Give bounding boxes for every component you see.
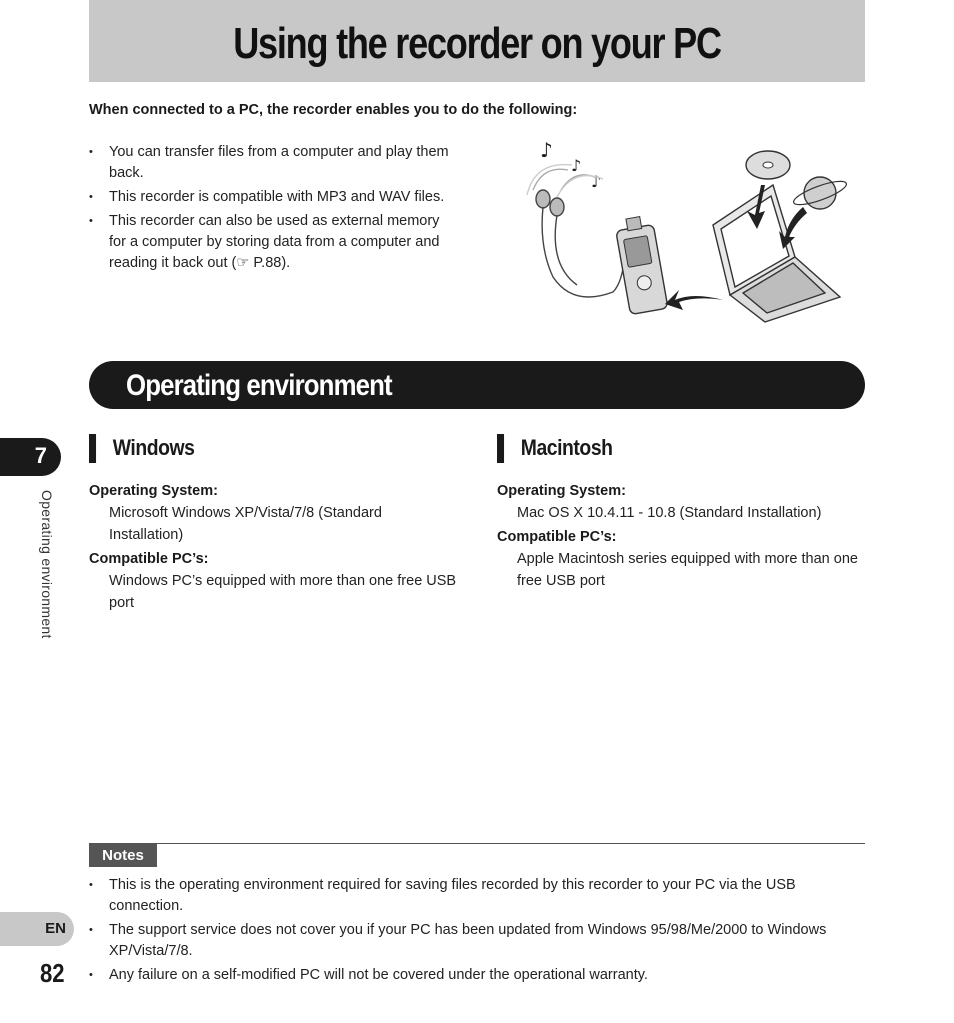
intro-bullet-1: • You can transfer files from a computer and play them back. — [89, 142, 459, 184]
title-bar — [89, 0, 865, 82]
transfer-arrow-icon — [665, 290, 723, 310]
section-title: Operating environment — [126, 369, 392, 402]
intro-bullets — [89, 142, 459, 277]
notes-list — [89, 875, 865, 989]
page-title: Using the recorder on your PC — [233, 19, 721, 68]
macintosh-heading: Macintosh — [497, 434, 823, 462]
windows-os-label: Operating System: — [89, 483, 218, 499]
intro-text: When connected to a PC, the recorder enables you to do the following: — [89, 102, 578, 118]
notes-divider — [89, 843, 865, 844]
note-item-1: • This is the operating environment required for saving files recorded by this recorder to your PC via the USB connection. — [89, 875, 865, 917]
chapter-tab — [0, 438, 61, 476]
windows-column — [89, 434, 459, 616]
windows-os-value: Microsoft Windows XP/Vista/7/8 (Standard Installation) — [109, 505, 382, 543]
mac-pc-value: Apple Macintosh series equipped with more than one free USB port — [517, 551, 858, 589]
intro-bullet-2: • This recorder is compatible with MP3 and WAV files. — [89, 187, 459, 208]
earphones-icon — [527, 165, 625, 297]
svg-text:♪: ♪ — [571, 156, 582, 175]
globe-icon — [779, 177, 849, 249]
windows-pc-value: Windows PC’s equipped with more than one free USB port — [109, 573, 457, 611]
note-item-2: • The support service does not cover you if your PC has been updated from Windows 95/98/Me/2000 to Windows XP/Vista/7/8. — [89, 920, 865, 962]
chapter-number: 7 — [34, 443, 47, 468]
voice-recorder-icon — [616, 217, 668, 315]
chapter-side-label: Operating environment — [39, 490, 55, 639]
intro-bullet-3: • This recorder can also be used as external memory for a computer by storing data from a computer and reading it back out (☞ P.88). — [89, 211, 459, 274]
language-label: EN — [45, 920, 66, 937]
svg-text:♪: ♪ — [591, 172, 602, 191]
mac-os-label: Operating System: — [497, 483, 626, 499]
macintosh-column — [497, 434, 867, 594]
page-number: 82 — [40, 958, 65, 988]
notes-badge: Notes — [89, 844, 157, 867]
windows-pc-label: Compatible PC’s: — [89, 551, 209, 567]
windows-heading: Windows — [89, 434, 415, 462]
pc-connection-illustration — [515, 135, 865, 330]
note-item-3: • Any failure on a self-modified PC will not be covered under the operational warranty. — [89, 965, 865, 986]
mac-pc-label: Compatible PC’s: — [497, 529, 617, 545]
section-header — [89, 361, 865, 409]
svg-text:♪: ♪ — [540, 138, 553, 162]
language-tab — [0, 912, 74, 946]
mac-os-value: Mac OS X 10.4.11 - 10.8 (Standard Installation) — [517, 505, 822, 521]
